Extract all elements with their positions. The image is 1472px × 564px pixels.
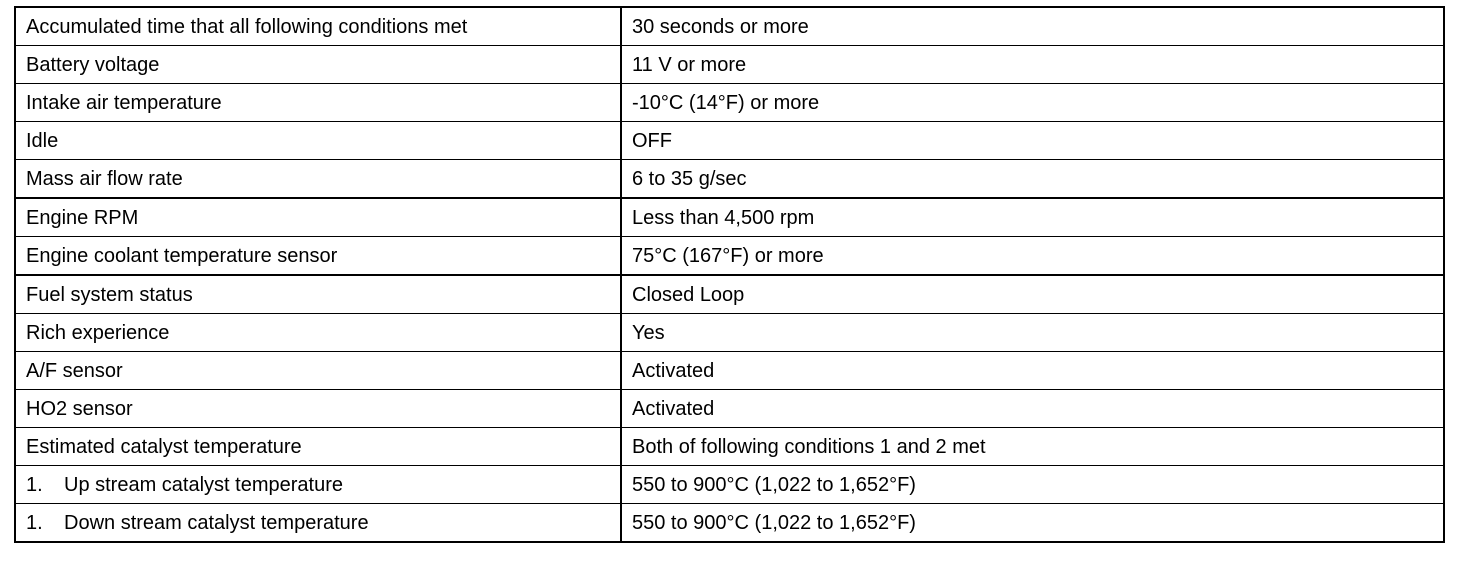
condition-item: Up stream catalyst temperature: [64, 473, 343, 496]
table-row: [15, 275, 1444, 314]
list-number: 1.: [26, 473, 43, 496]
condition-value: 30 seconds or more: [621, 7, 1444, 46]
conditions-table: [14, 6, 1445, 543]
table-row: [15, 84, 1444, 122]
condition-item: A/F sensor: [15, 352, 621, 390]
condition-value: 550 to 900°C (1,022 to 1,652°F): [621, 466, 1444, 504]
condition-value: 11 V or more: [621, 46, 1444, 84]
table-row: [15, 160, 1444, 199]
condition-value: 6 to 35 g/sec: [621, 160, 1444, 199]
condition-item: Intake air temperature: [15, 84, 621, 122]
condition-value: Less than 4,500 rpm: [621, 198, 1444, 237]
condition-item: Idle: [15, 122, 621, 160]
condition-item: Battery voltage: [15, 46, 621, 84]
condition-item: Fuel system status: [15, 275, 621, 314]
table-row: [15, 390, 1444, 428]
condition-value: 550 to 900°C (1,022 to 1,652°F): [621, 504, 1444, 543]
condition-item: Engine coolant temperature sensor: [15, 237, 621, 276]
condition-value: Activated: [621, 352, 1444, 390]
table-row: [15, 46, 1444, 84]
condition-value: -10°C (14°F) or more: [621, 84, 1444, 122]
condition-value: Both of following conditions 1 and 2 met: [621, 428, 1444, 466]
condition-item: Mass air flow rate: [15, 160, 621, 199]
condition-value: Activated: [621, 390, 1444, 428]
table-row: [15, 504, 1444, 543]
condition-item: HO2 sensor: [15, 390, 621, 428]
condition-value: OFF: [621, 122, 1444, 160]
condition-item: Down stream catalyst temperature: [64, 511, 369, 534]
condition-item: Estimated catalyst temperature: [15, 428, 621, 466]
conditions-page: [14, 6, 1445, 543]
condition-item: Rich experience: [15, 314, 621, 352]
table-row: [15, 466, 1444, 504]
table-row: [15, 7, 1444, 46]
condition-item-numbered: [15, 466, 621, 504]
condition-value: Yes: [621, 314, 1444, 352]
condition-item: Engine RPM: [15, 198, 621, 237]
table-row: [15, 122, 1444, 160]
list-number: 1.: [26, 511, 43, 534]
condition-item-numbered: [15, 504, 621, 543]
table-row: [15, 314, 1444, 352]
condition-value: Closed Loop: [621, 275, 1444, 314]
condition-value: 75°C (167°F) or more: [621, 237, 1444, 276]
table-row: [15, 198, 1444, 237]
table-row: [15, 352, 1444, 390]
table-row: [15, 237, 1444, 276]
condition-item: Accumulated time that all following conditions met: [15, 7, 621, 46]
table-row: [15, 428, 1444, 466]
